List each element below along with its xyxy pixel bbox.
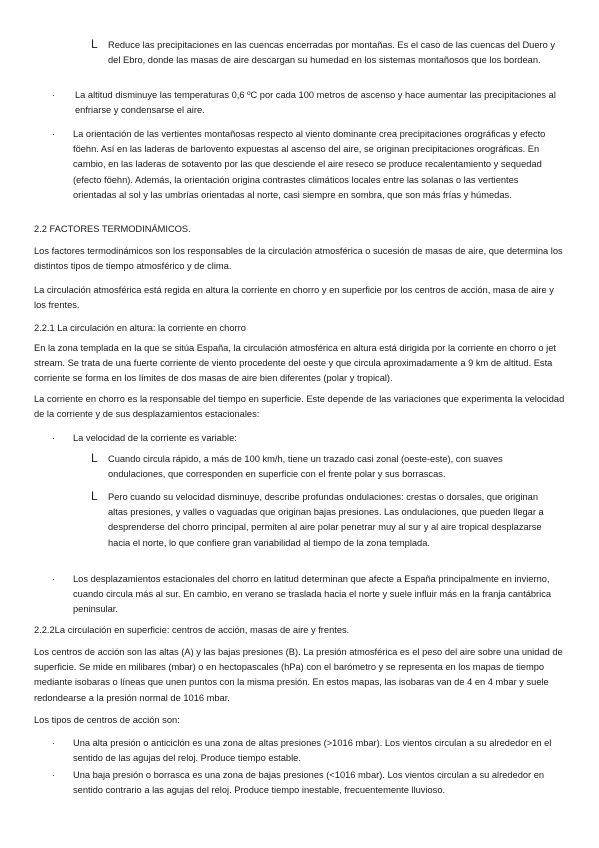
bullet-item: La altitud disminuye las temperaturas 0,6 ºC por cada 100 metros de ascenso y hace aumentar las precipitaciones al enfriarse y condensarse el aire.: [75, 90, 556, 116]
bullet-item: Una alta presión o anticiclón es una zona de altas presiones (>1016 mbar). Los vientos circulan a su alrededor en el sentido de las agujas del reloj. Produce tiempo estable.: [73, 738, 552, 764]
bullet-item: Una baja presión o borrasca es una zona de bajas presiones (<1016 mbar). Los vientos circulan a su alrededor en sentido contrario a las agujas del reloj. Produce tiempo inestable, frecuentemente lluvioso.: [73, 770, 545, 796]
bullet-marker: ·: [52, 574, 55, 584]
sub-bullet-marker: L: [91, 451, 98, 465]
bullet-marker: ·: [52, 738, 55, 748]
bullet-item: La velocidad de la corriente es variable:: [73, 433, 237, 443]
sub-bullet-item: Cuando circula rápido, a más de 100 km/h, tiene un trazado casi zonal (oeste-este), con suaves ondulaciones, que corresponden en superficie con el frente polar y sus borrascas.: [108, 454, 503, 480]
paragraph: En la zona templada en la que se sitúa España, la circulación atmosférica en altura está dirigida por la corriente en chorro o jet stream. Se trata de una fuerte corriente de viento procedente del oeste y que circula aproximadamente a 9 km de altitud. Esta corriente se forma en los límites de dos masas de aire bien diferentes (polar y tropical).: [34, 343, 556, 384]
sub-bullet-marker: L: [91, 37, 98, 51]
paragraph: Los factores termodinámicos son los responsables de la circulación atmosférica o sucesión de masas de aire, que determina los distintos tipos de tiempo atmosférico y de clima.: [34, 246, 563, 272]
section-heading: 2.2 FACTORES TERMODINÁMICOS.: [34, 224, 191, 234]
bullet-marker: ·: [52, 770, 55, 780]
paragraph: La circulación atmosférica está regida en altura la corriente en chorro y en superficie por los centros de acción, masa de aire y los frentes.: [34, 285, 554, 311]
paragraph: La corriente en chorro es la responsable del tiempo en superficie. Este depende de las variaciones que experimenta la velocidad de la corriente y de sus desplazamientos estacionales:: [34, 394, 565, 420]
bullet-marker: ·: [52, 129, 55, 139]
subsection-heading: 2.2.2La circulación en superficie: centros de acción, masas de aire y frentes.: [34, 625, 350, 635]
bullet-item: Los desplazamientos estacionales del chorro en latitud determinan que afecte a España principalmente en invierno, cuando circula más al sur. En cambio, en verano se traslada hacia el norte y suele influir más en la franja cantábrica peninsular.: [73, 574, 552, 615]
paragraph: Los centros de acción son las altas (A) y las bajas presiones (B). La presión atmosférica es el peso del aire sobre una unidad de superficie. Se mide en milibares (mbar) o en hectopascales (hPa) con el barómetro y se representa en los mapas de tiempo mediante isobaras o líneas que unen puntos con la misma presión. En estos mapas, las isobaras van de 4 en 4 mbar y suele redondearse a la presión normal de 1016 mbar.: [34, 647, 563, 703]
sub-bullet-item: Reduce las precipitaciones en las cuencas encerradas por montañas. Es el caso de las cuencas del Duero y del Ebro, donde las masas de aire descargan su humedad en los sistemas montañosos que los bordean.: [108, 40, 556, 66]
bullet-marker: ·: [52, 90, 55, 100]
sub-bullet-item: Pero cuando su velocidad disminuye, describe profundas ondulaciones: crestas o dorsales, que originan altas presiones, y valles o vaguadas que originan bajas presiones. Las ondulaciones, que pueden llegar a desprenderse del chorro principal, permiten al aire polar penetrar muy al sur y al aire tropical desplazarse hacia el norte, lo que confiere gran variabilidad al tiempo de la zona templada.: [108, 492, 544, 548]
paragraph: Los tipos de centros de acción son:: [34, 715, 180, 725]
subsection-heading: 2.2.1 La circulación en altura: la corriente en chorro: [34, 323, 246, 333]
bullet-item: La orientación de las vertientes montañosas respecto al viento dominante crea precipitaciones orográficas y efecto föehn. Así en las laderas de barlovento expuestas al ascenso del aire, se originan precipitaciones orográficas. En cambio, en las laderas de sotavento por las que desciende el aire reseco se produce recalentamiento y sequedad (efecto föehn). Además, la orientación origina contrastes climáticos locales entre las solanas o las vertientes orientadas al sol y las umbrías orientadas al norte, casi siempre en sombra, que son más frías y húmedas.: [73, 129, 546, 200]
sub-bullet-marker: L: [91, 489, 98, 503]
bullet-marker: ·: [52, 433, 55, 443]
